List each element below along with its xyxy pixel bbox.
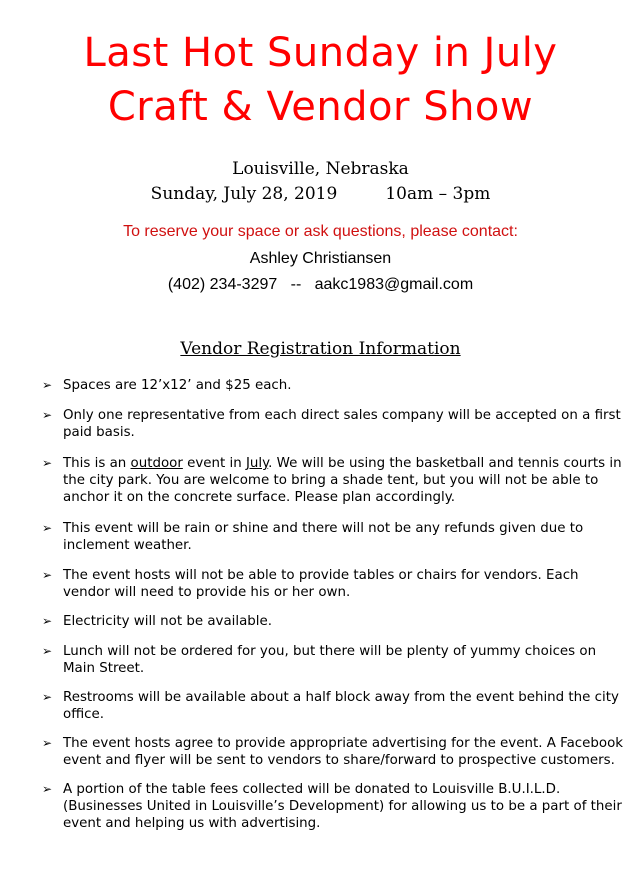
arrow-bullet-icon: ➢	[42, 782, 53, 796]
contact-prompt: To reserve your space or ask questions, please contact:	[123, 223, 518, 240]
list-item	[0, 377, 641, 394]
list-item-text: This is an	[63, 456, 131, 471]
title-line-1: Last Hot Sunday in July	[83, 30, 558, 76]
arrow-bullet-icon: ➢	[42, 614, 53, 628]
list-item-text: Electricity will not be available.	[63, 614, 273, 629]
contact-name: Ashley Christiansen	[249, 250, 392, 267]
arrow-bullet-icon: ➢	[42, 456, 53, 470]
event-date: Sunday, July 28, 2019	[150, 184, 338, 204]
list-item	[0, 781, 641, 832]
list-item	[0, 520, 641, 554]
underlined-july: July	[245, 456, 269, 471]
arrow-bullet-icon: ➢	[42, 690, 53, 704]
list-item-text: This event will be rain or shine and there will not be any refunds given due to inclement weather.	[63, 521, 584, 553]
event-time: 10am – 3pm	[385, 184, 491, 204]
title-line-2: Craft & Vendor Show	[107, 84, 534, 130]
arrow-bullet-icon: ➢	[42, 644, 53, 658]
contact-email: aakc1983@gmail.com	[314, 276, 474, 293]
list-item-text: The event hosts agree to provide appropriate advertising for the event. A Facebook event and flyer will be sent to vendors to share/forward to prospective customers.	[63, 736, 624, 768]
list-item	[0, 613, 641, 630]
arrow-bullet-icon: ➢	[42, 568, 53, 582]
list-item-text: event in	[182, 456, 246, 471]
list-item-text: Lunch will not be ordered for you, but there will be plenty of yummy choices on Main Street.	[63, 644, 597, 676]
arrow-bullet-icon: ➢	[42, 736, 53, 750]
list-item-text: The event hosts will not be able to provide tables or chairs for vendors. Each vendor will need to provide his or her own.	[63, 568, 579, 600]
list-item-text: A portion of the table fees collected will be donated to Louisville B.U.I.L.D. (Businesses United in Louisville’s Development) for allowing us to be a part of their event and helping us with advertising.	[63, 782, 622, 831]
list-item-text: . We will be using the basketball and tennis courts in the city park. You are welcome to bring a shade tent, but you will not be able to anchor it on the concrete surface. Please plan accordingly.	[63, 456, 622, 505]
event-datetime	[0, 183, 641, 205]
list-item	[0, 567, 641, 601]
list-item	[0, 407, 641, 441]
arrow-bullet-icon: ➢	[42, 408, 53, 422]
list-item-text: Spaces are 12’x12’ and $25 each.	[63, 378, 292, 393]
list-item	[0, 735, 641, 769]
list-item	[0, 455, 641, 506]
event-location: Louisville, Nebraska	[232, 159, 409, 179]
contact-info	[0, 274, 641, 296]
list-item-text: Only one representative from each direct sales company will be accepted on a first paid basis.	[63, 408, 621, 440]
list-item-text: Restrooms will be available about a half block away from the event behind the city office.	[63, 690, 619, 722]
contact-separator: --	[290, 276, 302, 293]
list-item	[0, 643, 641, 677]
registration-list	[0, 377, 641, 832]
arrow-bullet-icon: ➢	[42, 378, 53, 392]
arrow-bullet-icon: ➢	[42, 521, 53, 535]
underlined-outdoor: outdoor	[130, 456, 183, 471]
section-heading: Vendor Registration Information	[180, 339, 461, 359]
contact-phone: (402) 234-3297	[167, 276, 278, 293]
list-item	[0, 689, 641, 723]
